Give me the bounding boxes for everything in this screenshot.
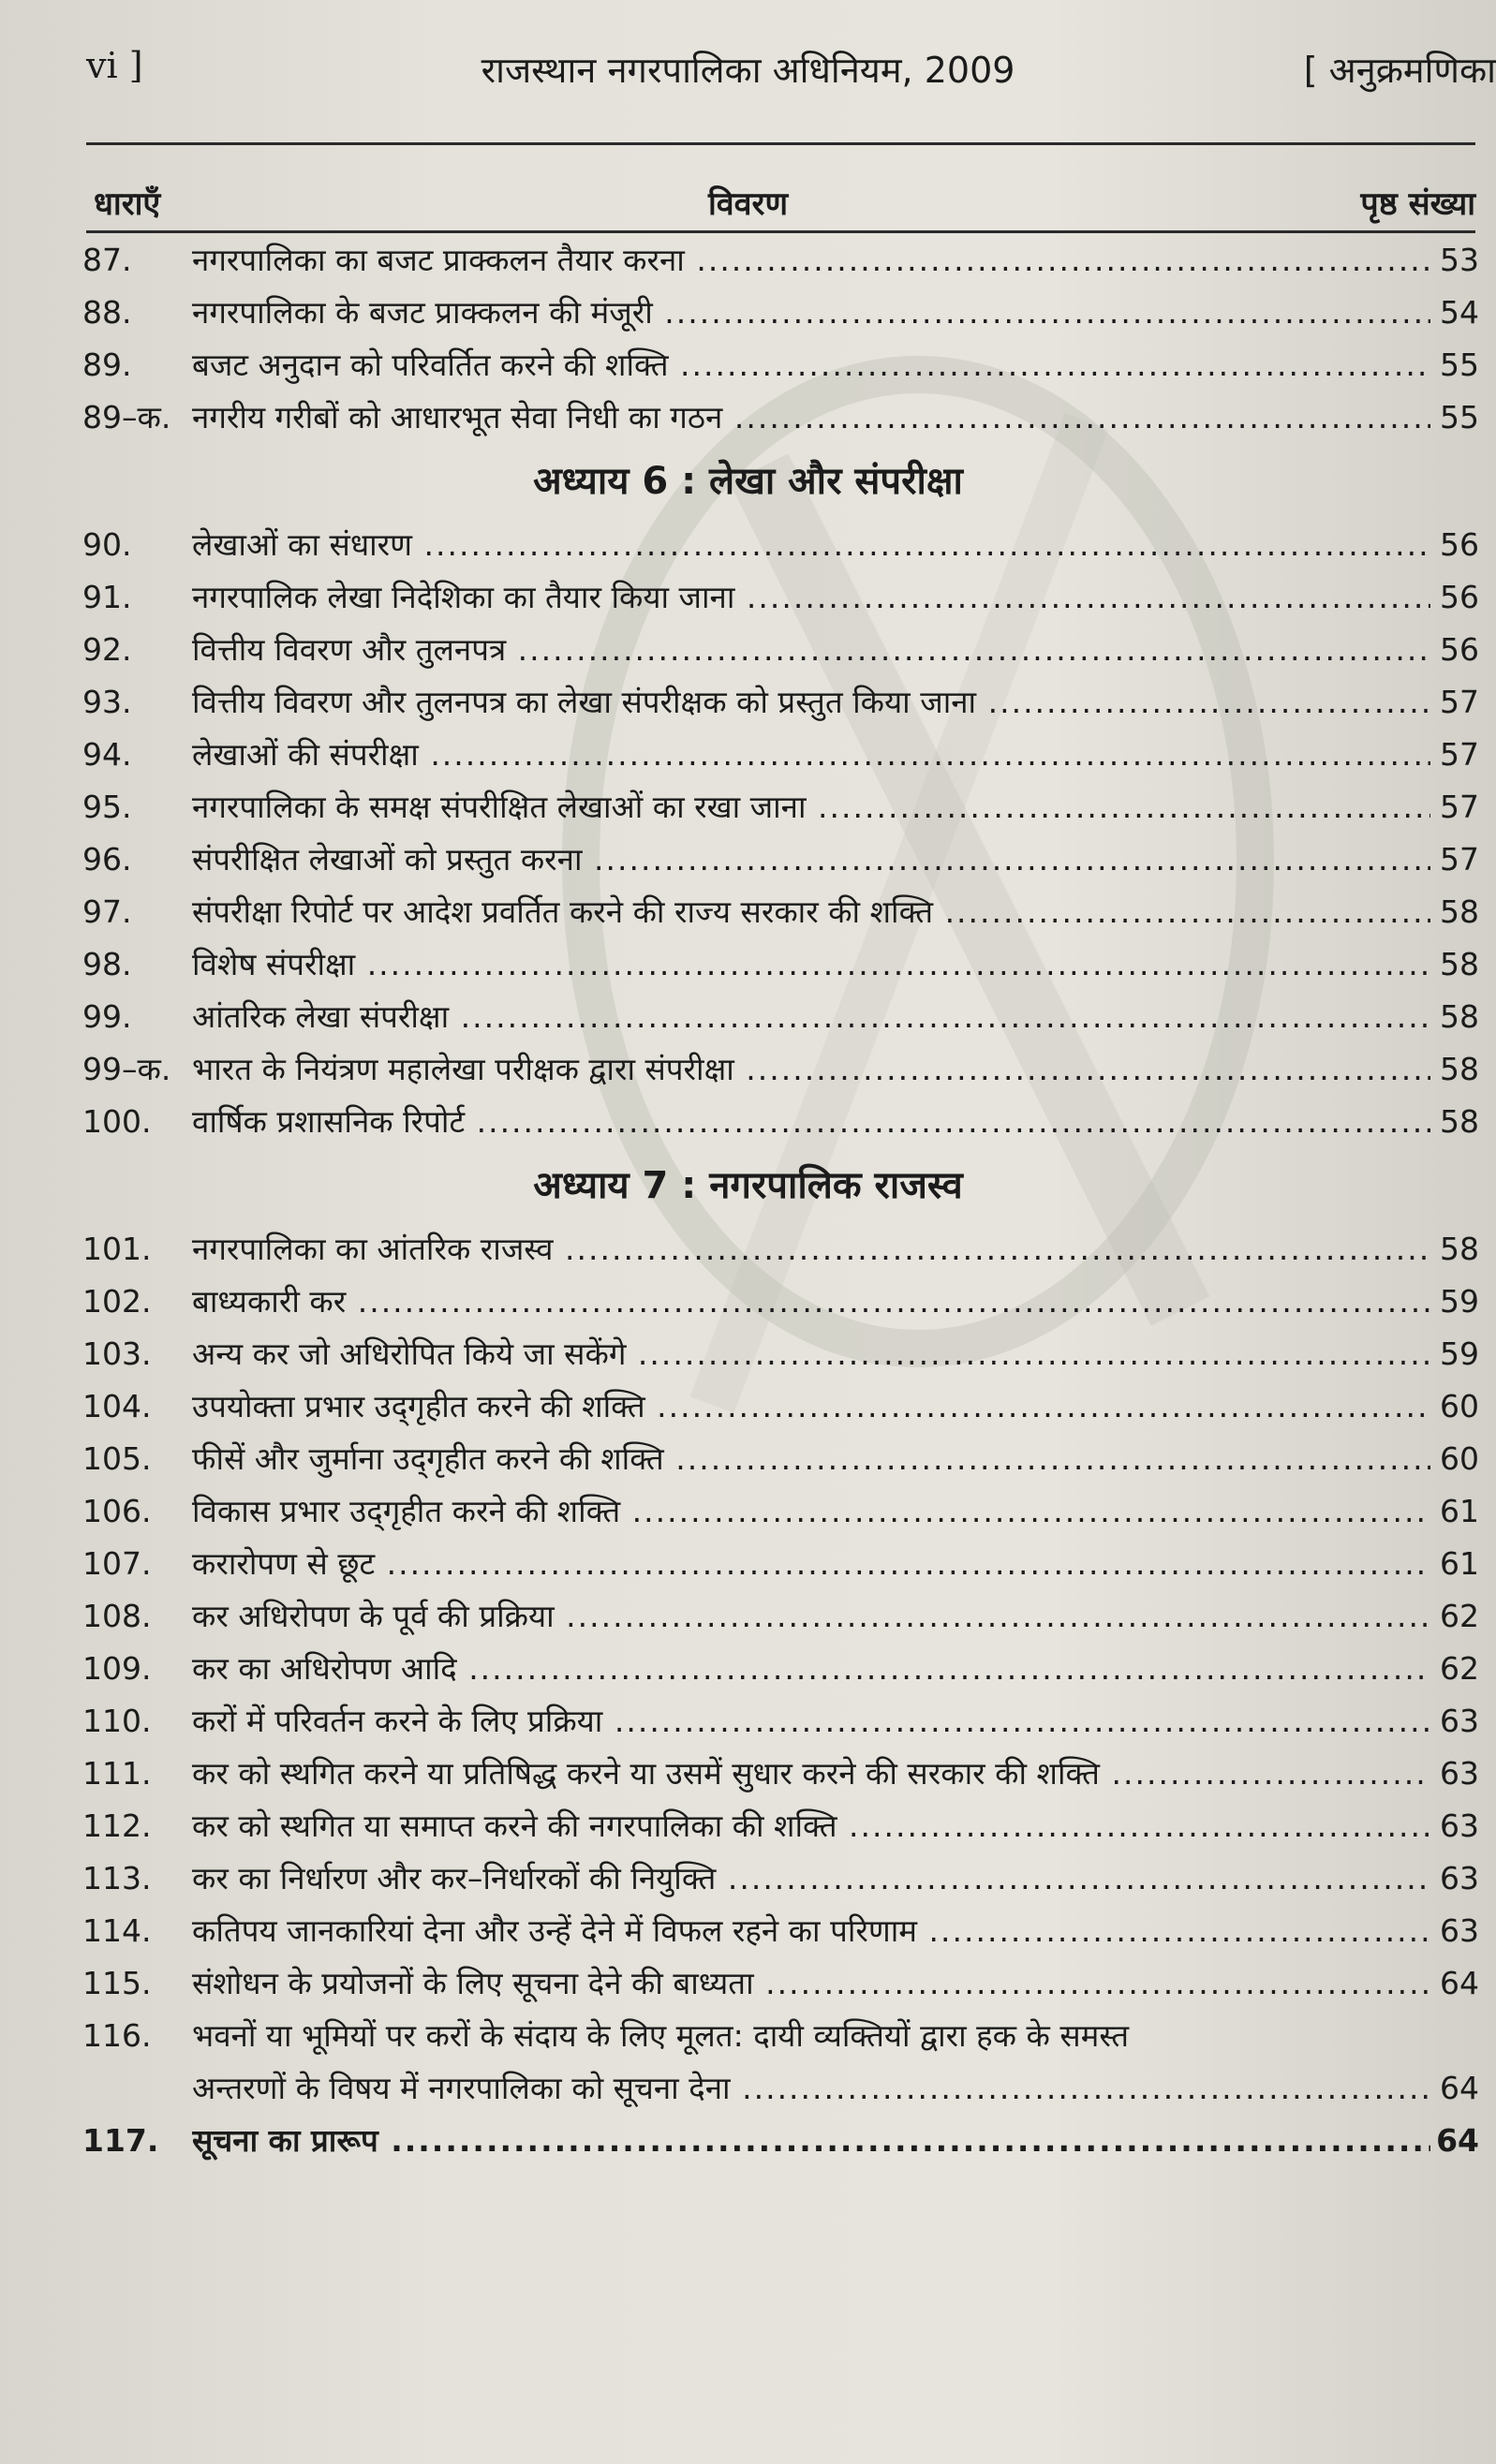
toc-page: 63: [1440, 1912, 1479, 1949]
toc-row: [0, 1096, 1496, 1148]
toc-page: 64: [1440, 1965, 1479, 2001]
toc-number: 89–क.: [82, 399, 171, 435]
toc-number: 99.: [82, 998, 132, 1035]
toc-row: [0, 1433, 1496, 1485]
toc-row: [0, 624, 1496, 676]
toc-page: 57: [1440, 841, 1479, 878]
toc-number: 102.: [82, 1283, 152, 1320]
toc-page: 60: [1440, 1440, 1479, 1477]
chapter-7-heading: अध्याय 7 : नगरपालिक राजस्व: [533, 1164, 963, 1207]
toc-page: 61: [1440, 1493, 1479, 1529]
toc-number: 112.: [82, 1807, 152, 1844]
toc-number: 104.: [82, 1388, 152, 1424]
toc-number: 111.: [82, 1755, 152, 1792]
toc-page: 59: [1440, 1283, 1479, 1320]
toc-title: नगरपालिका का बजट प्राक्कलन तैयार करना .....: [192, 234, 1430, 287]
toc-row: [0, 1905, 1496, 1957]
toc-number: 90.: [82, 526, 132, 563]
toc-page: 58: [1440, 1103, 1479, 1140]
toc-row: [0, 1590, 1496, 1643]
toc-title: विकास प्रभार उद्‌गृहीत करने की शक्ति .....: [192, 1485, 1430, 1538]
toc-title: कर का निर्धारण और कर–निर्धारकों की नियुक्ति .....: [192, 1852, 1430, 1905]
toc-row: [0, 391, 1496, 444]
toc-number: 88.: [82, 294, 132, 331]
toc-number: 97.: [82, 893, 132, 930]
toc-title: लेखाओं का संधारण .....: [192, 519, 1430, 571]
toc-page: 56: [1440, 631, 1479, 668]
toc-page: 62: [1440, 1650, 1479, 1687]
toc-number: 99–क.: [82, 1051, 171, 1087]
toc-number: 113.: [82, 1860, 152, 1896]
toc-row: [0, 1328, 1496, 1380]
toc-page: 64: [1436, 2122, 1479, 2159]
toc-title: लेखाओं की संपरीक्षा .....: [192, 729, 1430, 781]
table-of-contents: [0, 234, 1496, 2167]
toc-number: 107.: [82, 1545, 152, 1582]
toc-page: 54: [1440, 294, 1479, 331]
toc-number: 96.: [82, 841, 132, 878]
toc-number: 115.: [82, 1965, 152, 2001]
toc-page: 58: [1440, 1231, 1479, 1267]
header-rule: [86, 142, 1475, 145]
toc-title: नगरीय गरीबों को आधारभूत सेवा निधी का गठन .....: [192, 391, 1430, 444]
toc-page: 63: [1440, 1860, 1479, 1896]
section-name: [ अनुक्रमणिका: [1303, 50, 1496, 91]
toc-page: 61: [1440, 1545, 1479, 1582]
running-header: [0, 37, 1496, 103]
toc-number: 89.: [82, 347, 132, 383]
toc-page: 63: [1440, 1755, 1479, 1792]
toc-number: 98.: [82, 946, 132, 982]
toc-page: 55: [1440, 399, 1479, 435]
toc-title: भारत के नियंत्रण महालेखा परीक्षक द्वारा संपरीक्षा .....: [192, 1043, 1430, 1096]
toc-title: संपरीक्षित लेखाओं को प्रस्तुत करना .....: [192, 834, 1430, 886]
toc-title: अन्य कर जो अधिरोपित किये जा सकेंगे .....: [192, 1328, 1430, 1380]
toc-title: संशोधन के प्रयोजनों के लिए सूचना देने की बाध्यता .....: [192, 1957, 1430, 2010]
col-sections: धाराएँ: [94, 185, 161, 223]
toc-title: कर अधिरोपण के पूर्व की प्रक्रिया .....: [192, 1590, 1430, 1643]
toc-row: [0, 1957, 1496, 2010]
toc-row: [0, 339, 1496, 391]
toc-title: वित्तीय विवरण और तुलनपत्र .....: [192, 624, 1430, 676]
toc-page: 53: [1440, 242, 1479, 278]
toc-title: नगरपालिका के समक्ष संपरीक्षित लेखाओं का रखा जाना .....: [192, 781, 1430, 834]
toc-page: 63: [1440, 1807, 1479, 1844]
toc-title: संपरीक्षा रिपोर्ट पर आदेश प्रवर्तित करने की राज्य सरकार की शक्ति .....: [192, 886, 1430, 938]
toc-number: 117.: [82, 2122, 159, 2159]
toc-title: नगरपालिक लेखा निदेशिका का तैयार किया जाना .....: [192, 571, 1430, 624]
toc-page: 56: [1440, 526, 1479, 563]
toc-page: 56: [1440, 579, 1479, 615]
toc-title: फीसें और जुर्माना उद्‌गृहीत करने की शक्ति .....: [192, 1433, 1430, 1485]
toc-number: 87.: [82, 242, 132, 278]
toc-title: नगरपालिका के बजट प्राक्कलन की मंजूरी .....: [192, 287, 1430, 339]
toc-title: कतिपय जानकारियां देना और उन्हें देने में विफल रहने का परिणाम .....: [192, 1905, 1430, 1957]
toc-page: 63: [1440, 1703, 1479, 1739]
toc-group-chapter5: [0, 234, 1496, 444]
toc-title: आंतरिक लेखा संपरीक्षा .....: [192, 991, 1430, 1043]
toc-number: 93.: [82, 684, 132, 720]
toc-title: करारोपण से छूट .....: [192, 1538, 1430, 1590]
toc-number: 108.: [82, 1598, 152, 1634]
toc-page: 58: [1440, 946, 1479, 982]
toc-row-117: [0, 2115, 1496, 2167]
toc-number: 101.: [82, 1231, 152, 1267]
toc-title-line2: अन्तरणों के विषय में नगरपालिका को सूचना देना .....: [192, 2062, 1430, 2115]
toc-page: 57: [1440, 736, 1479, 773]
page-number: vi ]: [86, 45, 143, 86]
toc-row: [0, 571, 1496, 624]
toc-number: 114.: [82, 1912, 152, 1949]
toc-number: 92.: [82, 631, 132, 668]
col-page: पृष्ठ संख्या: [1360, 185, 1475, 223]
toc-title: वित्तीय विवरण और तुलनपत्र का लेखा संपरीक्षक को प्रस्तुत किया जाना .....: [192, 676, 1430, 729]
toc-page: 57: [1440, 684, 1479, 720]
toc-title: वार्षिक प्रशासनिक रिपोर्ट .....: [192, 1096, 1430, 1148]
toc-number: 95.: [82, 789, 132, 825]
column-headers: [0, 173, 1496, 229]
toc-number: 106.: [82, 1493, 152, 1529]
toc-page: 62: [1440, 1598, 1479, 1634]
toc-group-chapter7: [0, 1223, 1496, 2010]
column-header-rule: [86, 230, 1475, 233]
toc-number: 105.: [82, 1440, 152, 1477]
toc-title: बजट अनुदान को परिवर्तित करने की शक्ति .....: [192, 339, 1430, 391]
toc-row: [0, 1852, 1496, 1905]
toc-title: कर को स्थगित करने या प्रतिषिद्ध करने या उसमें सुधार करने की सरकार की शक्ति .....: [192, 1748, 1430, 1800]
toc-row: [0, 1485, 1496, 1538]
toc-title: कर को स्थगित या समाप्त करने की नगरपालिका की शक्ति .....: [192, 1800, 1430, 1852]
toc-row: [0, 991, 1496, 1043]
toc-row-116: [0, 2010, 1496, 2115]
chapter-6-heading: अध्याय 6 : लेखा और संपरीक्षा: [533, 460, 963, 503]
toc-row: [0, 834, 1496, 886]
toc-row: [0, 781, 1496, 834]
toc-title: [192, 2010, 1430, 2115]
toc-number: 116.: [82, 2017, 152, 2054]
toc-row: [0, 1748, 1496, 1800]
toc-row: [0, 729, 1496, 781]
toc-page: 60: [1440, 1388, 1479, 1424]
toc-group-chapter6: [0, 519, 1496, 1148]
toc-row: [0, 1380, 1496, 1433]
toc-row: [0, 1800, 1496, 1852]
toc-page: 58: [1440, 893, 1479, 930]
toc-title: कर का अधिरोपण आदि .....: [192, 1643, 1430, 1695]
toc-row: [0, 676, 1496, 729]
toc-row: [0, 519, 1496, 571]
toc-title: नगरपालिका का आंतरिक राजस्व .....: [192, 1223, 1430, 1276]
col-description: विवरण: [707, 185, 789, 223]
toc-row: [0, 1695, 1496, 1748]
toc-title: करों में परिवर्तन करने के लिए प्रक्रिया .....: [192, 1695, 1430, 1748]
toc-row: [0, 1538, 1496, 1590]
toc-row: [0, 938, 1496, 991]
toc-title: सूचना का प्रारूप .....: [192, 2115, 1430, 2167]
toc-row: [0, 1276, 1496, 1328]
toc-row: [0, 1043, 1496, 1096]
toc-number: 91.: [82, 579, 132, 615]
toc-title-line1: भवनों या भूमियों पर करों के संदाय के लिए मूलत: दायी व्यक्तियों द्वारा हक के समस्त: [192, 2017, 1130, 2054]
toc-page: 64: [1440, 2070, 1479, 2106]
toc-page: 55: [1440, 347, 1479, 383]
toc-number: 94.: [82, 736, 132, 773]
toc-row: [0, 886, 1496, 938]
toc-page: 57: [1440, 789, 1479, 825]
toc-number: 103.: [82, 1335, 152, 1372]
toc-row: [0, 287, 1496, 339]
toc-number: 110.: [82, 1703, 152, 1739]
toc-number: 109.: [82, 1650, 152, 1687]
toc-row: [0, 1223, 1496, 1276]
toc-page: 58: [1440, 1051, 1479, 1087]
toc-row: [0, 234, 1496, 287]
toc-row: [0, 1643, 1496, 1695]
toc-number: 100.: [82, 1103, 152, 1140]
toc-page: 58: [1440, 998, 1479, 1035]
toc-title: उपयोक्ता प्रभार उद्‌गृहीत करने की शक्ति .....: [192, 1380, 1430, 1433]
toc-title: विशेष संपरीक्षा .....: [192, 938, 1430, 991]
book-title: राजस्थान नगरपालिका अधिनियम, 2009: [481, 50, 1015, 91]
toc-title: बाध्यकारी कर .....: [192, 1276, 1430, 1328]
toc-page: 59: [1440, 1335, 1479, 1372]
